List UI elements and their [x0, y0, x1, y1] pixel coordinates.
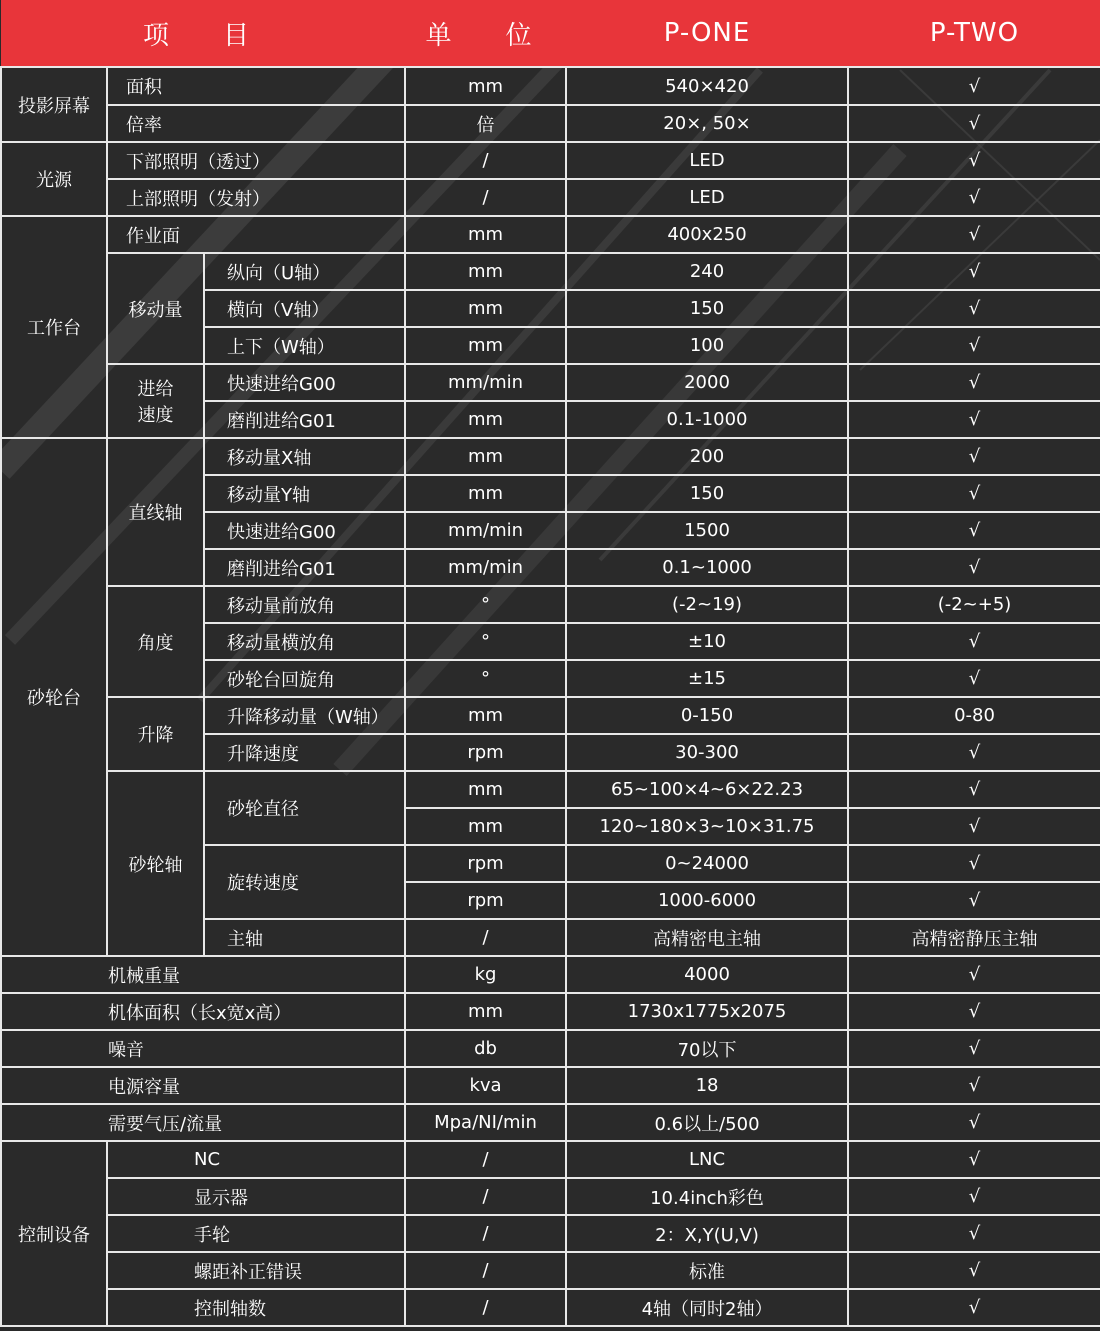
row-label: 电源容量: [1, 1067, 405, 1104]
table-row: [1, 105, 1100, 142]
row-p-two: √: [848, 956, 1100, 993]
row-p-one: ±10: [566, 623, 848, 660]
row-unit: mm: [405, 808, 566, 845]
row-unit: /: [405, 142, 566, 179]
header-p-one: P-ONE: [566, 0, 848, 67]
row-p-two: √: [848, 882, 1100, 919]
group-light: 光源: [1, 142, 107, 216]
group-move: 移动量: [107, 253, 204, 364]
table-row: [1, 364, 1100, 401]
row-label: 螺距补正错误: [107, 1252, 405, 1289]
table-row: [1, 1030, 1100, 1067]
row-p-two: (-2~+5): [848, 586, 1100, 623]
row-p-one: 540×420: [566, 67, 848, 105]
row-p-one: 30-300: [566, 734, 848, 771]
row-p-one: 65~100×4~6×22.23: [566, 771, 848, 808]
feed-line-2: 速度: [137, 405, 174, 426]
feed-line-1: 进给: [137, 379, 174, 400]
table-row: [1, 179, 1100, 216]
row-p-two: √: [848, 216, 1100, 253]
table-row: [1, 253, 1100, 290]
row-p-one: 20×, 50×: [566, 105, 848, 142]
row-p-two: √: [848, 1030, 1100, 1067]
row-unit: mm: [405, 290, 566, 327]
row-unit: mm/min: [405, 364, 566, 401]
row-label: 控制轴数: [107, 1289, 405, 1326]
row-label: 移动量X轴: [204, 438, 405, 475]
row-p-two: √: [848, 1215, 1100, 1252]
row-label: 磨削进给G01: [204, 401, 405, 438]
row-p-one: 10.4inch彩色: [566, 1178, 848, 1215]
table-row: [1, 993, 1100, 1030]
row-unit: mm: [405, 993, 566, 1030]
row-p-one: 2000: [566, 364, 848, 401]
table-row: [1, 1104, 1100, 1141]
table-row: [1, 216, 1100, 253]
row-label: 主轴: [204, 919, 405, 956]
row-label: 移动量横放角: [204, 623, 405, 660]
table-row: [1, 956, 1100, 993]
table-row: [1, 1178, 1100, 1215]
row-unit: mm: [405, 253, 566, 290]
row-unit: kg: [405, 956, 566, 993]
group-linear: 直线轴: [107, 438, 204, 586]
row-p-two: 高精密静压主轴: [848, 919, 1100, 956]
row-label: 手轮: [107, 1215, 405, 1252]
row-p-two: √: [848, 475, 1100, 512]
row-unit: mm: [405, 67, 566, 105]
row-label: 作业面: [107, 216, 405, 253]
row-unit: mm: [405, 327, 566, 364]
row-p-one: 70以下: [566, 1030, 848, 1067]
row-label: 纵向（U轴）: [204, 253, 405, 290]
row-unit: mm: [405, 438, 566, 475]
row-p-one: LED: [566, 179, 848, 216]
row-unit: /: [405, 1289, 566, 1326]
row-label: 升降速度: [204, 734, 405, 771]
row-p-two: √: [848, 771, 1100, 808]
row-p-one: 2：X,Y(U,V): [566, 1215, 848, 1252]
row-label: 快速进给G00: [204, 512, 405, 549]
table-row: [1, 67, 1100, 105]
row-label: 面积: [107, 67, 405, 105]
table-row: [1, 1067, 1100, 1104]
row-unit: rpm: [405, 882, 566, 919]
row-p-one: 0.1~1000: [566, 549, 848, 586]
row-label: 显示器: [107, 1178, 405, 1215]
row-p-one: 1000-6000: [566, 882, 848, 919]
row-p-one: 200: [566, 438, 848, 475]
row-p-two: √: [848, 438, 1100, 475]
row-p-one: 400x250: [566, 216, 848, 253]
row-unit: /: [405, 1215, 566, 1252]
row-p-one: 0~24000: [566, 845, 848, 882]
table-header: [1, 0, 1100, 67]
row-unit: /: [405, 1141, 566, 1178]
row-p-one: 100: [566, 327, 848, 364]
row-unit: °: [405, 660, 566, 697]
table-row: [1, 1252, 1100, 1289]
row-unit: kva: [405, 1067, 566, 1104]
row-label: NC: [107, 1141, 405, 1178]
group-control: 控制设备: [1, 1141, 107, 1326]
group-workbench: 工作台: [1, 216, 107, 438]
row-p-two: 0-80: [848, 697, 1100, 734]
row-p-one: 1500: [566, 512, 848, 549]
row-p-one: LNC: [566, 1141, 848, 1178]
row-unit: Mpa/NI/min: [405, 1104, 566, 1141]
row-label: 横向（V轴）: [204, 290, 405, 327]
row-unit: db: [405, 1030, 566, 1067]
row-p-one: 0.1-1000: [566, 401, 848, 438]
row-p-one: 4000: [566, 956, 848, 993]
row-p-one: 120~180×3~10×31.75: [566, 808, 848, 845]
row-label: 噪音: [1, 1030, 405, 1067]
table-row: [1, 586, 1100, 623]
row-unit: °: [405, 623, 566, 660]
header-p-two: P-TWO: [848, 0, 1100, 67]
group-grinding-table: 砂轮台: [1, 438, 107, 956]
row-p-two: √: [848, 105, 1100, 142]
row-p-two: √: [848, 845, 1100, 882]
row-p-two: √: [848, 290, 1100, 327]
table-row: [1, 1141, 1100, 1178]
row-p-one: 150: [566, 290, 848, 327]
row-p-one: 18: [566, 1067, 848, 1104]
row-unit: °: [405, 586, 566, 623]
row-p-one: 1730x1775x2075: [566, 993, 848, 1030]
row-p-one: (-2~19): [566, 586, 848, 623]
row-p-two: √: [848, 179, 1100, 216]
row-unit: /: [405, 1178, 566, 1215]
row-p-two: √: [848, 327, 1100, 364]
group-feed-speed: [107, 364, 204, 438]
row-label: 快速进给G00: [204, 364, 405, 401]
row-p-two: √: [848, 623, 1100, 660]
row-p-two: √: [848, 253, 1100, 290]
row-p-one: 标准: [566, 1252, 848, 1289]
row-label: 机体面积（长x宽x高）: [1, 993, 405, 1030]
row-label: 下部照明（透过）: [107, 142, 405, 179]
group-angle: 角度: [107, 586, 204, 697]
row-unit: mm: [405, 697, 566, 734]
group-lift: 升降: [107, 697, 204, 771]
row-unit: mm: [405, 771, 566, 808]
row-unit: rpm: [405, 734, 566, 771]
table-row: [1, 697, 1100, 734]
header-item: 项 目: [1, 0, 405, 67]
row-p-two: √: [848, 734, 1100, 771]
row-unit: /: [405, 179, 566, 216]
row-unit: 倍: [405, 105, 566, 142]
row-label: 升降移动量（W轴）: [204, 697, 405, 734]
row-p-two: √: [848, 1178, 1100, 1215]
row-p-one: 高精密电主轴: [566, 919, 848, 956]
row-p-two: √: [848, 142, 1100, 179]
group-projection: 投影屏幕: [1, 67, 107, 142]
row-p-two: √: [848, 808, 1100, 845]
row-p-one: LED: [566, 142, 848, 179]
row-label: 上部照明（发射）: [107, 179, 405, 216]
row-p-two: √: [848, 512, 1100, 549]
row-p-one: 0.6以上/500: [566, 1104, 848, 1141]
row-p-two: √: [848, 1252, 1100, 1289]
row-p-two: √: [848, 549, 1100, 586]
row-p-two: √: [848, 364, 1100, 401]
row-unit: mm: [405, 216, 566, 253]
row-p-two: √: [848, 993, 1100, 1030]
table-row: [1, 1289, 1100, 1326]
table-row: [1, 438, 1100, 475]
table-row: [1, 1215, 1100, 1252]
row-unit: mm: [405, 401, 566, 438]
table-row: [1, 771, 1100, 808]
row-unit: mm: [405, 475, 566, 512]
row-label: 移动量前放角: [204, 586, 405, 623]
row-label: 砂轮台回旋角: [204, 660, 405, 697]
row-unit: mm/min: [405, 549, 566, 586]
header-unit: 单 位: [405, 0, 566, 67]
row-p-one: 240: [566, 253, 848, 290]
row-p-one: ±15: [566, 660, 848, 697]
row-label: 磨削进给G01: [204, 549, 405, 586]
row-p-one: 4轴（同时2轴）: [566, 1289, 848, 1326]
row-label: 需要气压/流量: [1, 1104, 405, 1141]
row-label: 倍率: [107, 105, 405, 142]
row-label: 移动量Y轴: [204, 475, 405, 512]
row-p-two: √: [848, 660, 1100, 697]
group-wheel-diameter: 砂轮直径: [204, 771, 405, 845]
row-unit: rpm: [405, 845, 566, 882]
row-p-two: √: [848, 1067, 1100, 1104]
row-unit: /: [405, 919, 566, 956]
row-unit: mm/min: [405, 512, 566, 549]
row-label: 上下（W轴）: [204, 327, 405, 364]
row-p-one: 0-150: [566, 697, 848, 734]
row-p-two: √: [848, 1104, 1100, 1141]
row-p-two: √: [848, 67, 1100, 105]
row-label: 机械重量: [1, 956, 405, 993]
group-rotation-speed: 旋转速度: [204, 845, 405, 919]
row-p-two: √: [848, 1141, 1100, 1178]
group-wheel-axis: 砂轮轴: [107, 771, 204, 956]
table-row: [1, 142, 1100, 179]
row-unit: /: [405, 1252, 566, 1289]
row-p-two: √: [848, 401, 1100, 438]
row-p-two: √: [848, 1289, 1100, 1326]
row-p-one: 150: [566, 475, 848, 512]
